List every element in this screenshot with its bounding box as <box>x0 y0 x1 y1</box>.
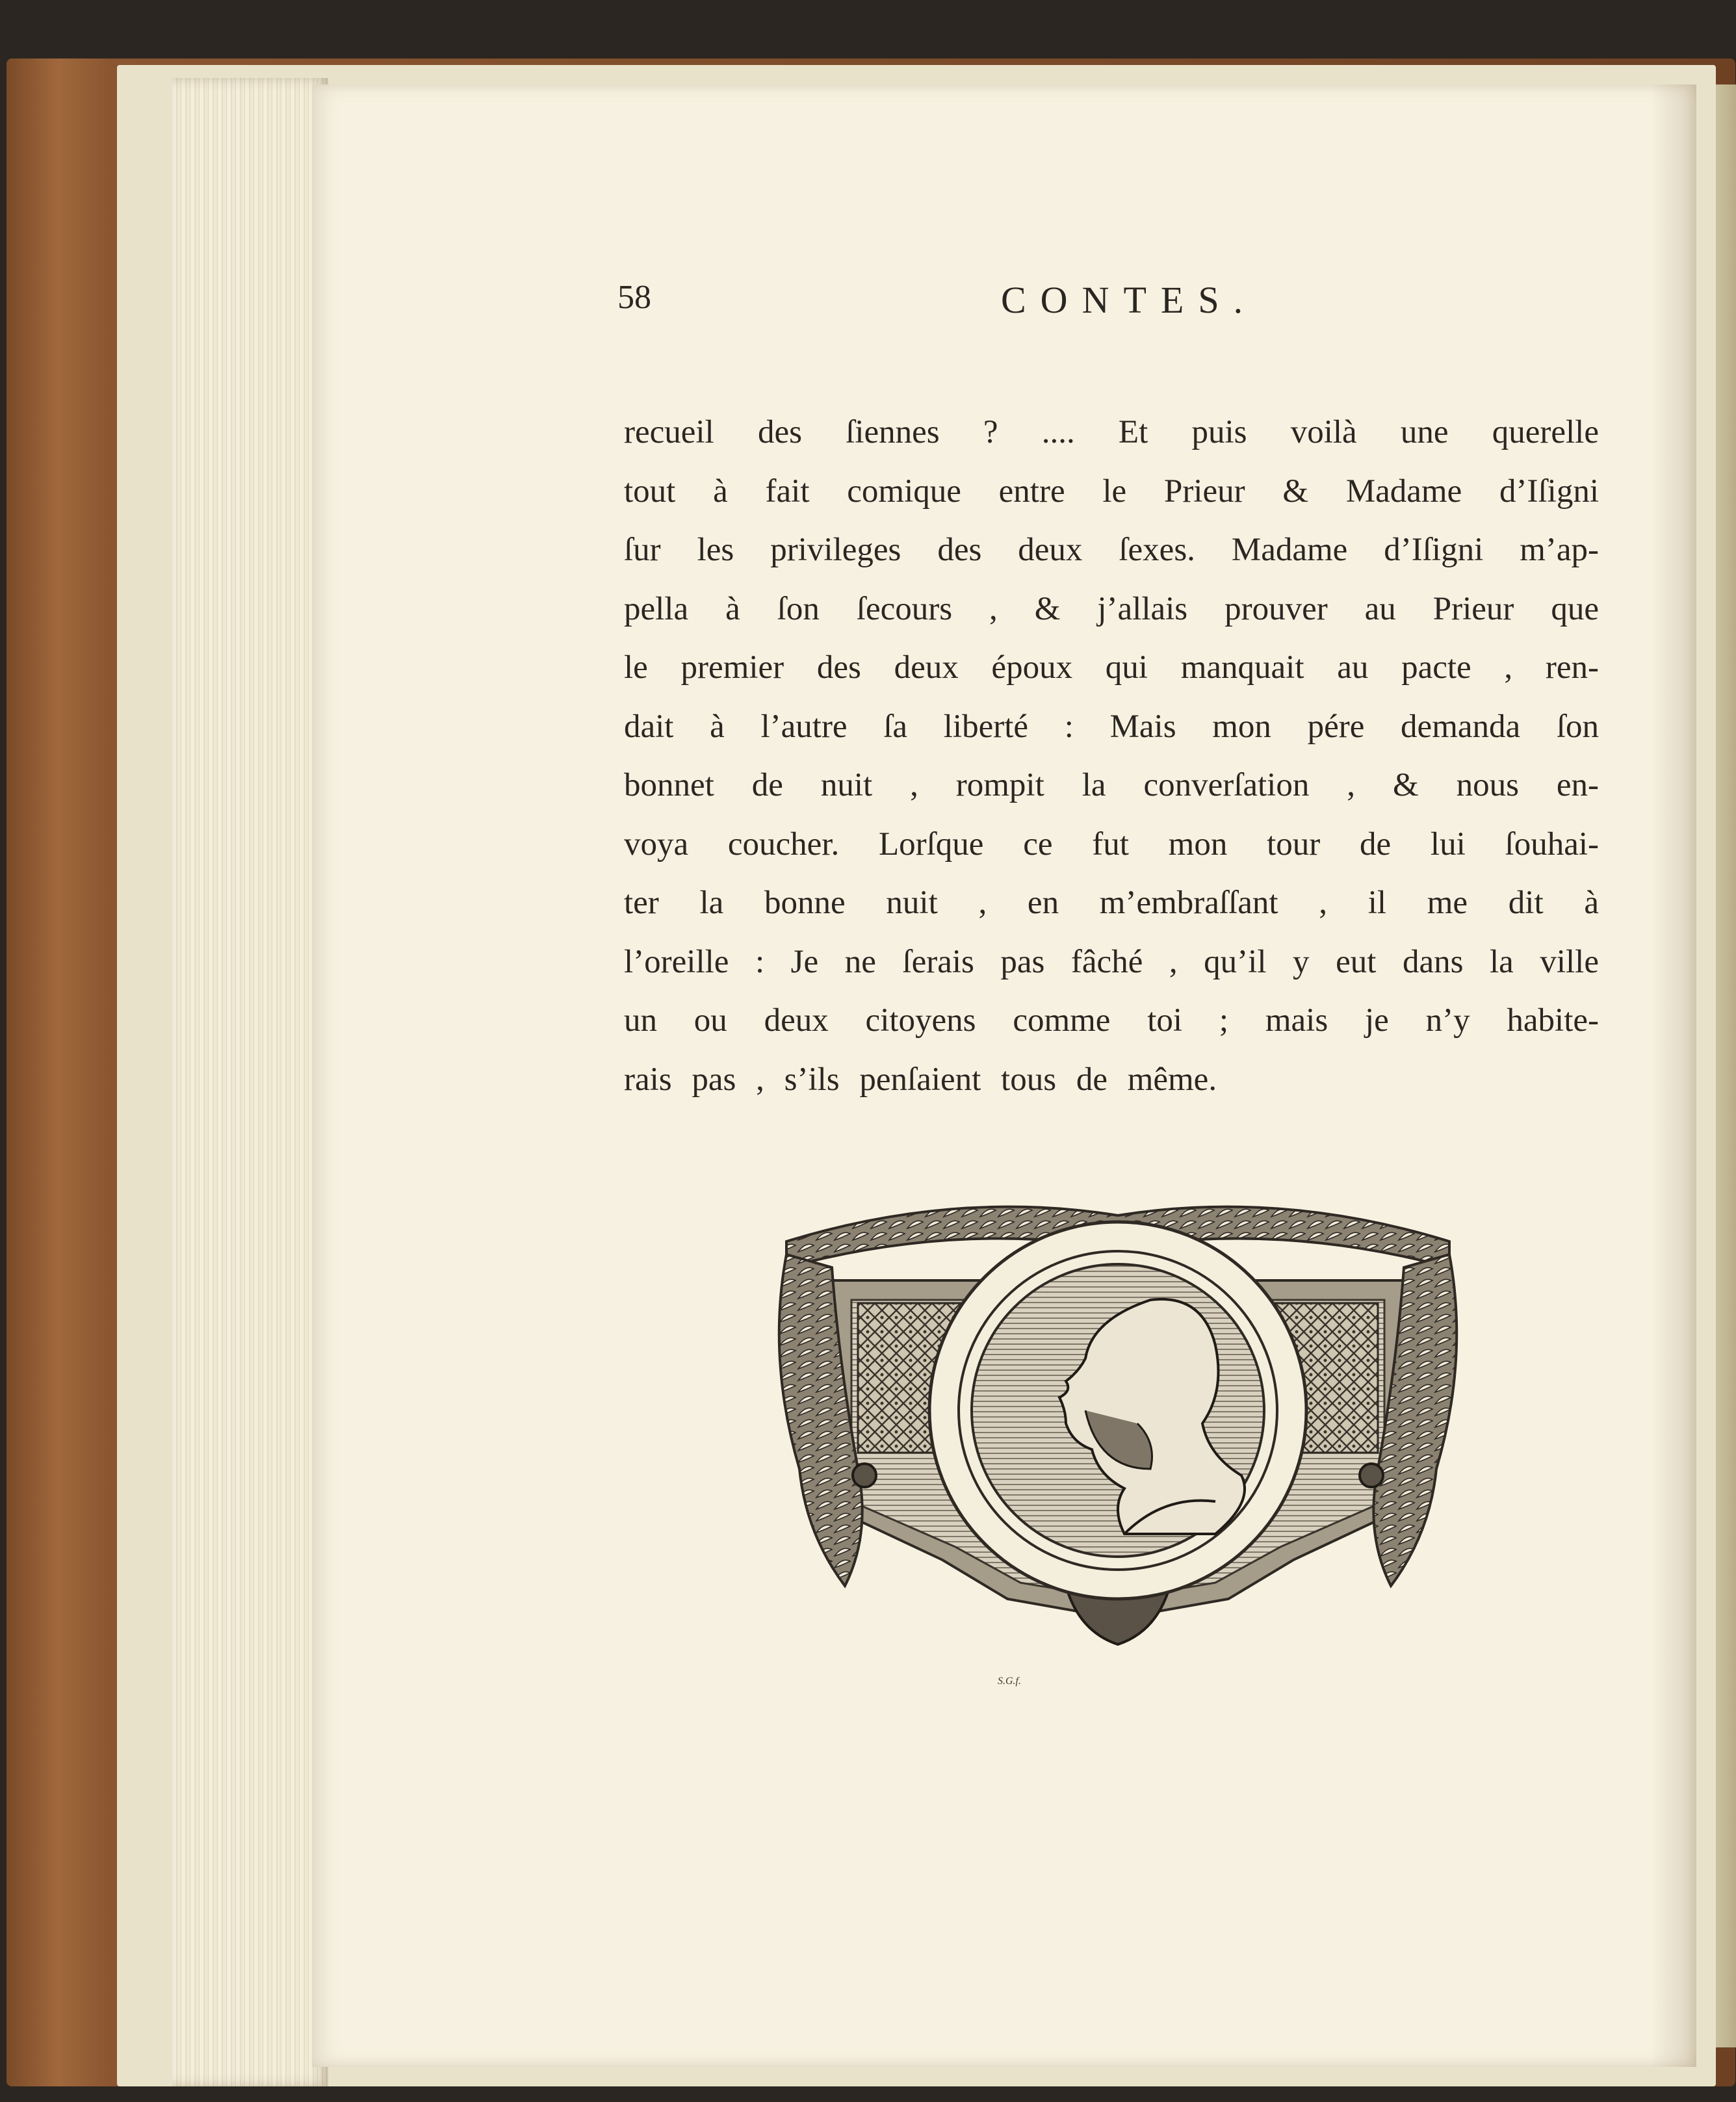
page-number: 58 <box>617 279 651 316</box>
engraver-signature: S.G.f. <box>998 1676 1021 1687</box>
running-head <box>312 278 1599 350</box>
text-line: pella à ſon ſecours , & j’allais prouver au Prieur que <box>624 590 1599 627</box>
text-line: le premier des deux époux qui manquait au pacte , ren- <box>624 649 1599 686</box>
page-fore-edge <box>172 78 328 2086</box>
gutter-shadow <box>1651 84 1696 2067</box>
text-line: recueil des ſiennes ? .... Et puis voilà une querelle <box>624 414 1599 450</box>
engraved-vignette <box>760 1196 1475 1703</box>
text-line: dait à l’autre ſa liberté : Mais mon pére demanda ſon <box>624 708 1599 745</box>
text-line: ter la bonne nuit , en m’embraſſant , il me dit à <box>624 885 1599 921</box>
page-heading: CONTES. <box>1001 279 1258 321</box>
text-line: rais pas , s’ils penſaient tous de même. <box>624 1061 1217 1098</box>
text-line: voya coucher. Lorſque ce fut mon tour de lui ſouhai- <box>624 825 1599 863</box>
text-line: un ou deux citoyens comme toi ; mais je n’y habite- <box>624 1002 1599 1039</box>
text-line: ſur les privileges des deux ſexes. Madame d’Iſigni m’ap- <box>624 532 1599 568</box>
text-line: tout à fait comique entre le Prieur & Madame d’Iſigni <box>624 473 1599 510</box>
text-line: l’oreille : Je ne ſerais pas fâché , qu’il y eut dans la ville <box>624 943 1599 980</box>
text-line: bonnet de nuit , rompit la converſation , & nous en- <box>624 767 1599 803</box>
body-text <box>624 403 1599 1109</box>
